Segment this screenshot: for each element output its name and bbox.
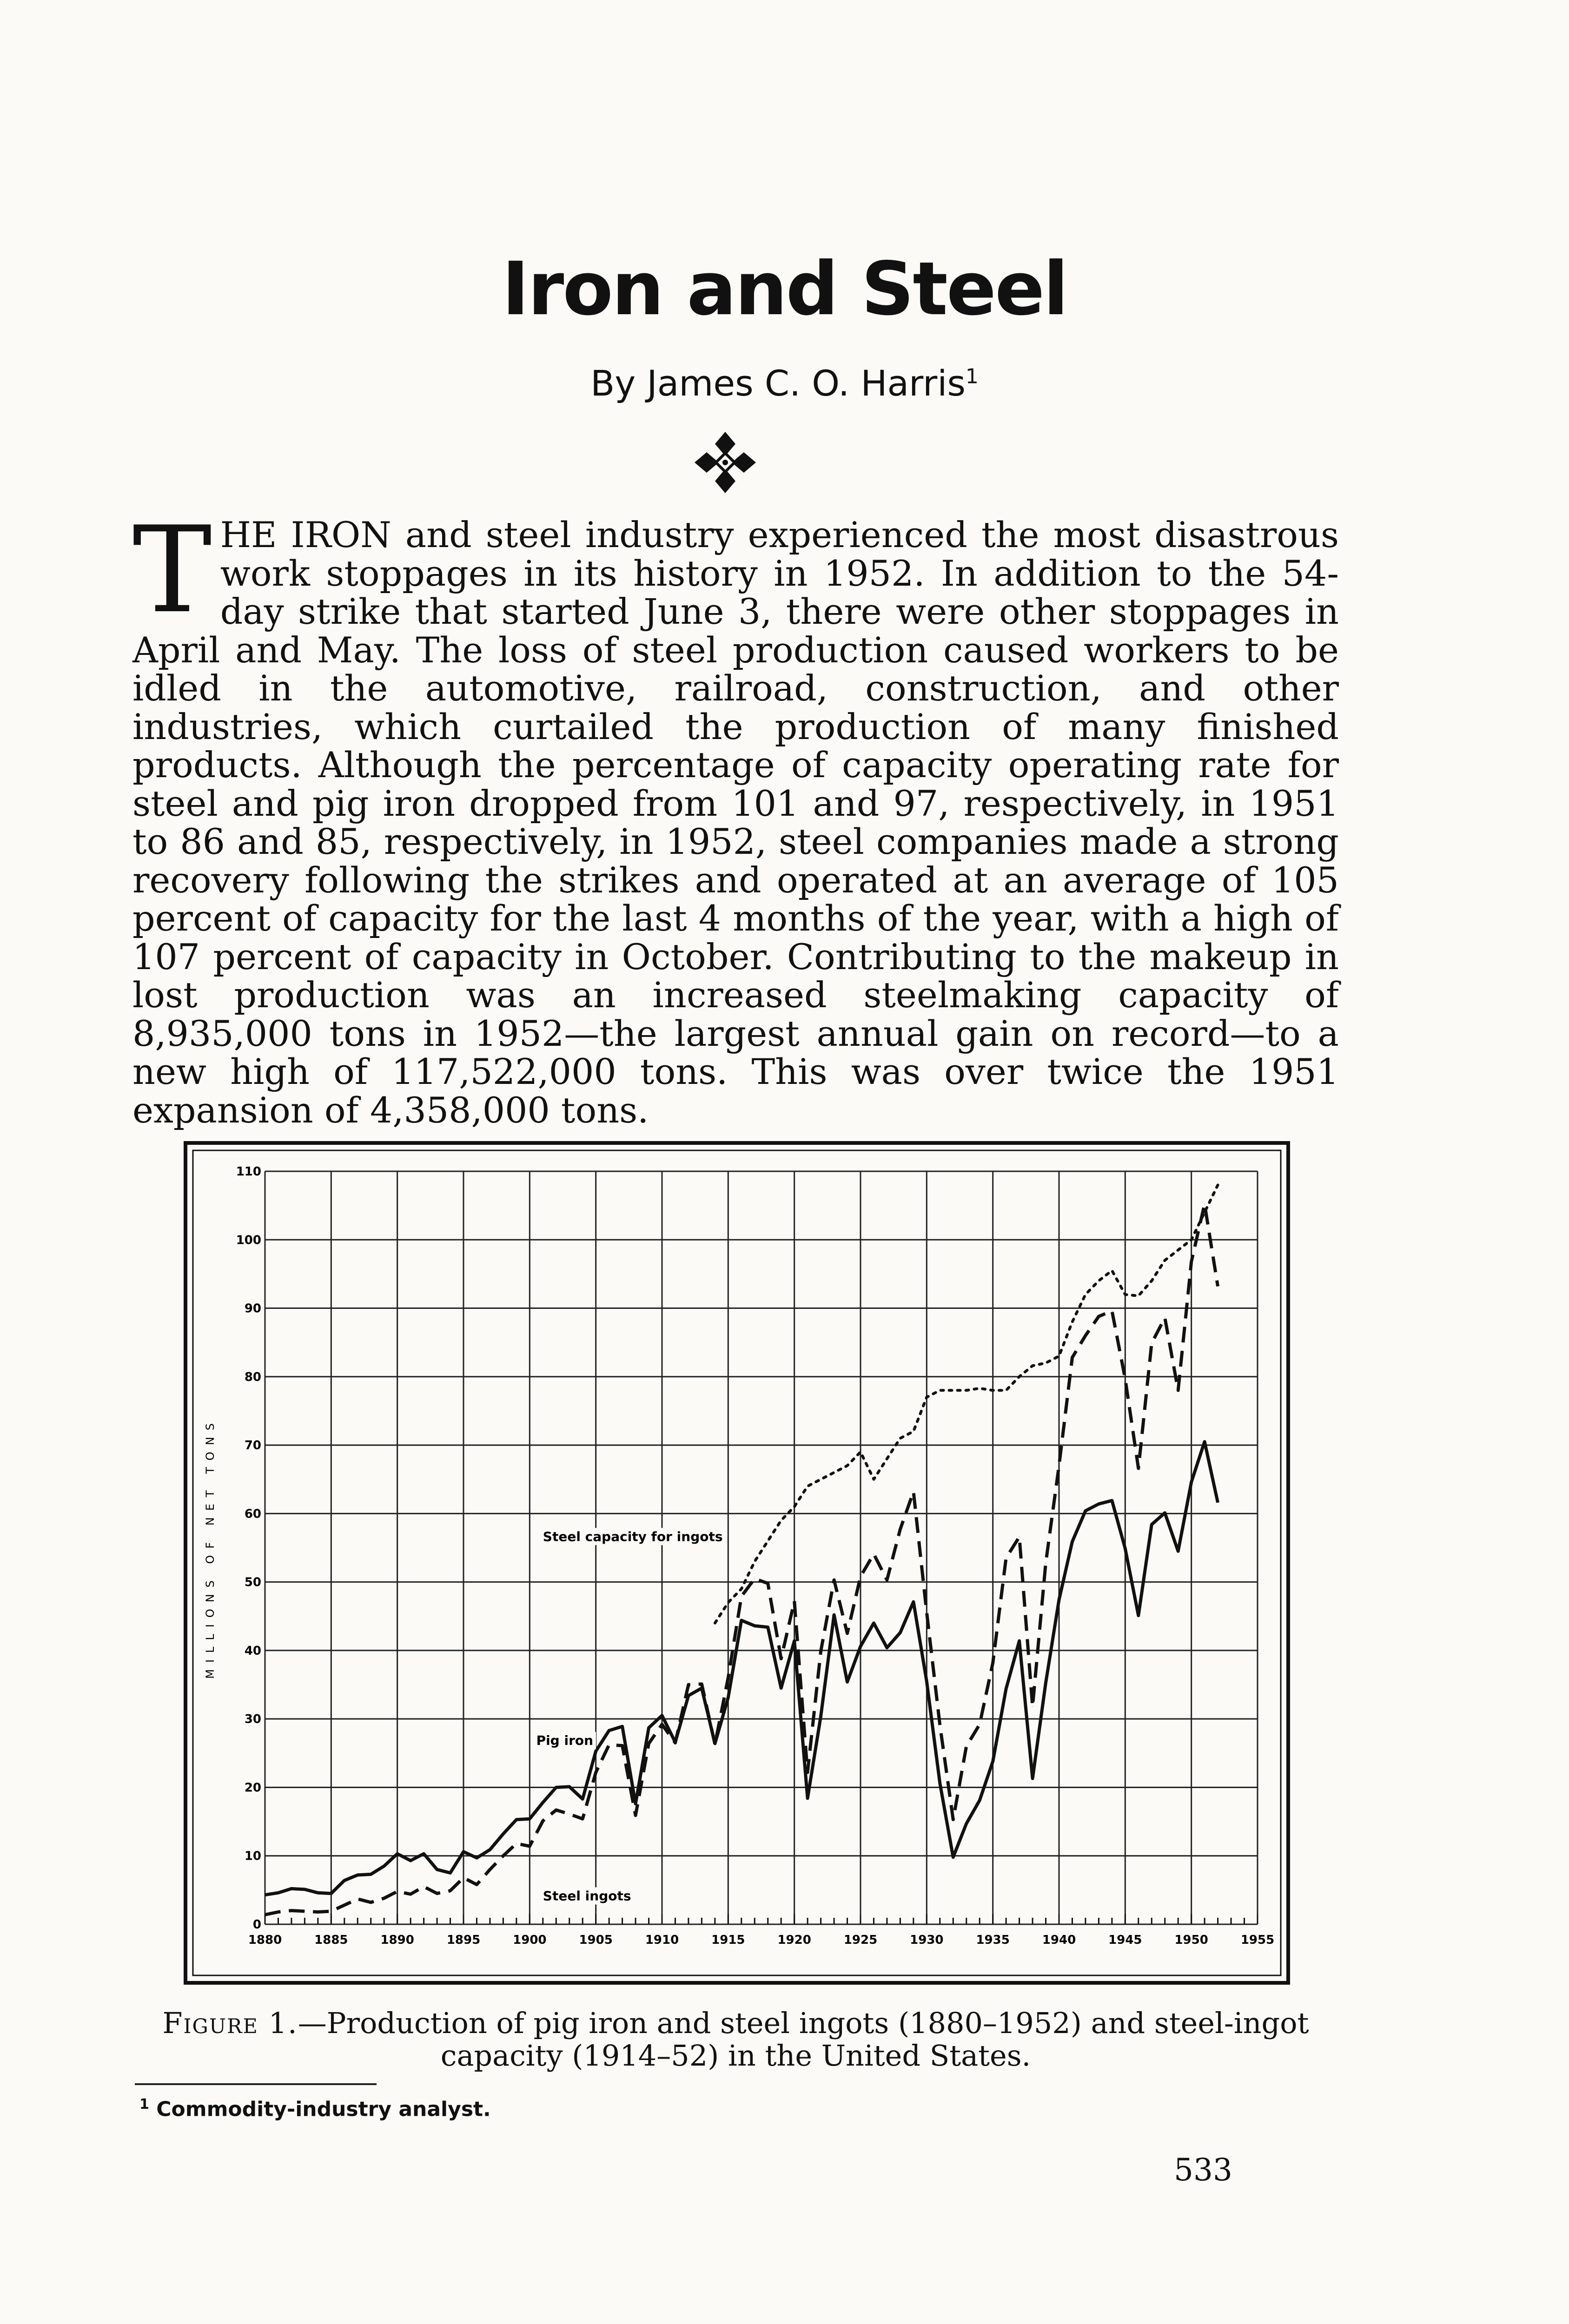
y-tick-label: 100 [236,1233,261,1248]
y-tick-label: 70 [244,1439,261,1453]
y-tick-label: 50 [244,1575,261,1590]
body-paragraph [132,501,1339,1131]
y-axis-label: MILLIONS OF NET TONS [204,1417,217,1679]
x-tick-label: 1930 [910,1933,944,1947]
y-tick-label: 40 [244,1644,261,1658]
data-point-pig-iron [1138,1615,1139,1616]
y-tick-label: 110 [236,1165,261,1179]
data-point-steel-ingots [966,1746,967,1747]
footnote [139,2096,491,2121]
x-tick-label: 1910 [645,1933,679,1947]
paragraph-text: HE IRON and steel industry experienced the most disastrous work stoppages in its history in 1952. In addition to the 54-day strike that started June 3, there were other stoppages in April and May. The loss of steel production caused workers to be idled in the automotive, railroad, construction, and other industries, which curtailed the production of many finished products. Although the percentage of capacity operating rate for steel and pig iron dropped from 101 and 97, respectively, in 1951 to 86 and 85, respectively, in 1952, steel companies made a strong recovery following the strikes and operated at an average of 105 percent of capacity for the last 4 months of the year, with a high of 107 percent of capacity in October. Contributing to the makeup in lost production was an increased steelmaking capacity of 8,935,000 tons in 1952—the largest annual gain on record—to a new high of 117,522,000 tons. This was over twice the 1951 expansion of 4,358,000 tons. [132,514,1339,1131]
drop-cap: T [132,501,212,640]
data-point-steel-capacity-for-ingots [913,1431,914,1432]
annotation-label: Steel ingots [543,1888,631,1904]
x-tick-label: 1890 [380,1933,414,1947]
x-tick-label: 1945 [1108,1933,1142,1947]
footnote-text: Commodity-industry analyst. [156,2097,491,2121]
x-tick-label: 1925 [843,1933,878,1947]
data-point-steel-capacity-for-ingots [1019,1376,1020,1377]
data-point-pig-iron [966,1823,967,1824]
data-point-steel-ingots [1138,1468,1139,1469]
data-point-pig-iron [463,1851,464,1852]
data-point-steel-capacity-for-ingots [966,1390,967,1391]
data-point-steel-ingots [410,1894,411,1895]
caption-text: —Production of pig iron and steel ingots (1880–1952) and steel-ingot capacity (1914–52) in the United States. [298,2006,1309,2073]
article-title: Iron and Steel [502,246,1067,332]
figure-label: Figure 1. [162,2006,298,2040]
x-tick-label: 1885 [314,1933,348,1947]
annotation-label: Steel capacity for ingots [543,1529,723,1545]
chart-outer-frame [185,1143,1288,1983]
x-tick-label: 1920 [777,1933,811,1947]
x-tick-label: 1955 [1240,1933,1275,1947]
byline [0,363,1569,404]
annotation-group [540,1887,634,1904]
y-tick-label: 80 [244,1370,261,1384]
annotation-label: Pig iron [536,1733,594,1749]
data-point-steel-ingots [1191,1261,1192,1262]
production-chart [184,1141,1290,1985]
footnote-divider [135,2083,377,2085]
author-name: By James C. O. Harris [590,363,966,404]
data-point-steel-ingots [1085,1335,1086,1336]
series-line-steel-capacity-for-ingots [715,1185,1218,1624]
chart-inner-frame [193,1150,1281,1975]
footnote-number: 1 [139,2096,149,2113]
x-tick-label: 1935 [976,1933,1010,1947]
y-tick-label: 30 [244,1712,261,1727]
x-tick-label: 1895 [446,1933,481,1947]
data-point-steel-ingots [463,1877,464,1878]
x-tick-label: 1940 [1042,1933,1076,1947]
x-tick-label: 1950 [1174,1933,1208,1947]
figure-caption [132,2007,1339,2072]
data-point-steel-capacity-for-ingots [1085,1294,1086,1295]
annotation-group [540,1528,726,1545]
x-tick-label: 1915 [711,1933,745,1947]
footnote-mark: 1 [965,364,979,389]
x-tick-label: 1900 [513,1933,547,1947]
x-tick-label: 1880 [248,1933,282,1947]
y-tick-label: 0 [252,1918,261,1932]
y-tick-label: 60 [244,1507,261,1521]
data-point-steel-ingots [688,1684,689,1685]
y-tick-label: 20 [244,1781,261,1795]
page-number: 533 [1174,2152,1232,2188]
series-line-steel-ingots [265,1204,1218,1915]
y-tick-label: 90 [244,1301,261,1316]
x-tick-label: 1905 [579,1933,613,1947]
ornament-icon [693,430,758,495]
series-line-pig-iron [265,1442,1218,1895]
y-tick-label: 10 [244,1849,261,1863]
annotation-group [534,1732,596,1749]
